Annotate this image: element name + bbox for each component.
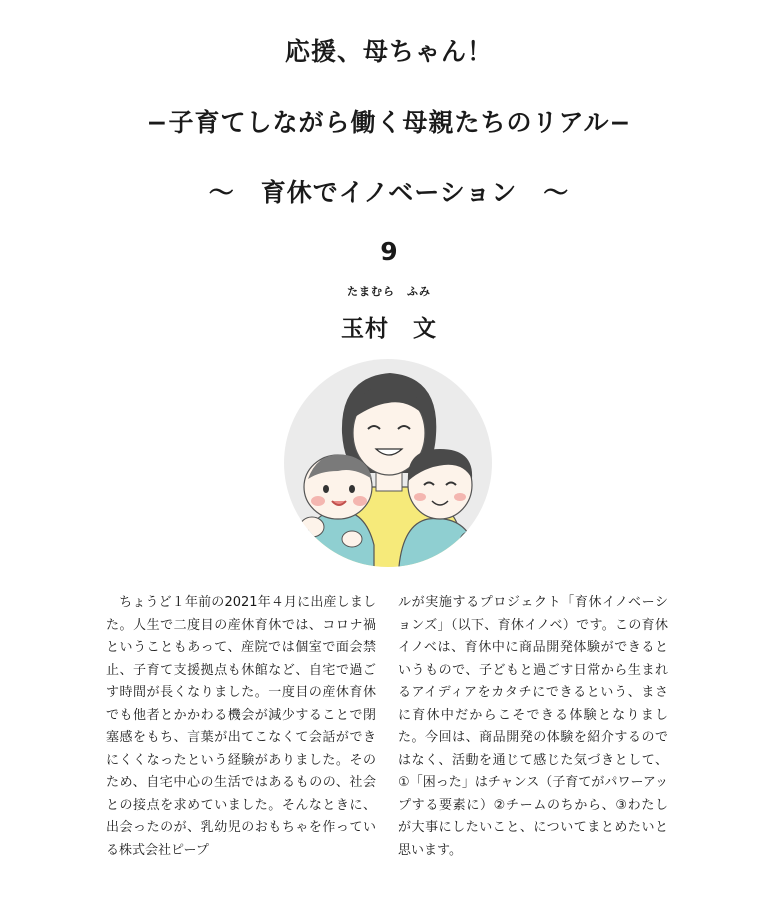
body-paragraph: ルが実施するプロジェクト「育休イノベーションズ」（以下、育休イノベ）です。この育休イノベは、育休中に商品開発体験ができるというもので、子どもと過ごす日常から生まれるアイディアをカタチにできるという、まさに育休中だからこそできる体験となりました。今回は、商品開発の体験を紹介するのではなく、活動を通じて感じた気づきとして、①「困った」はチャンス（子育てがパワーアップする要素に）②チームのちから、③わたしが大事にしたいこと、についてまとめたいと思います。 (398, 595, 668, 858)
issue-number: 9 (380, 237, 398, 266)
author-name: 玉村 文 (341, 316, 437, 342)
series-title: 〜 育休でイノベーション 〜 (208, 178, 570, 207)
page-title: 応援、母ちゃん！ (284, 37, 493, 66)
author-name-ruby: たまむら ふみ (347, 285, 431, 298)
page-subtitle: −子育てしながら働く母親たちのリアル− (146, 108, 632, 137)
body-column-left (106, 592, 376, 862)
body-column-right (398, 592, 668, 862)
body-paragraph: ちょうど１年前の2021年４月に出産しました。人生で二度目の産休育休では、コロナ禍ということもあって、産院では個室で面会禁止、子育て支援拠点も休館など、自宅で過ごす時間が長くなりました。一度目の産休育休でも他者とかかわる機会が減少することで閉塞感をもち、言葉が出てこなくて会話ができにくくなったという経験がありました。そのため、自宅中心の生活ではあるものの、社会との接点を求めていました。そんなときに、出会ったのが、乳幼児のおもちゃを作っている株式会社ピープ (106, 595, 376, 858)
mother-with-two-children-illustration (268, 355, 508, 587)
